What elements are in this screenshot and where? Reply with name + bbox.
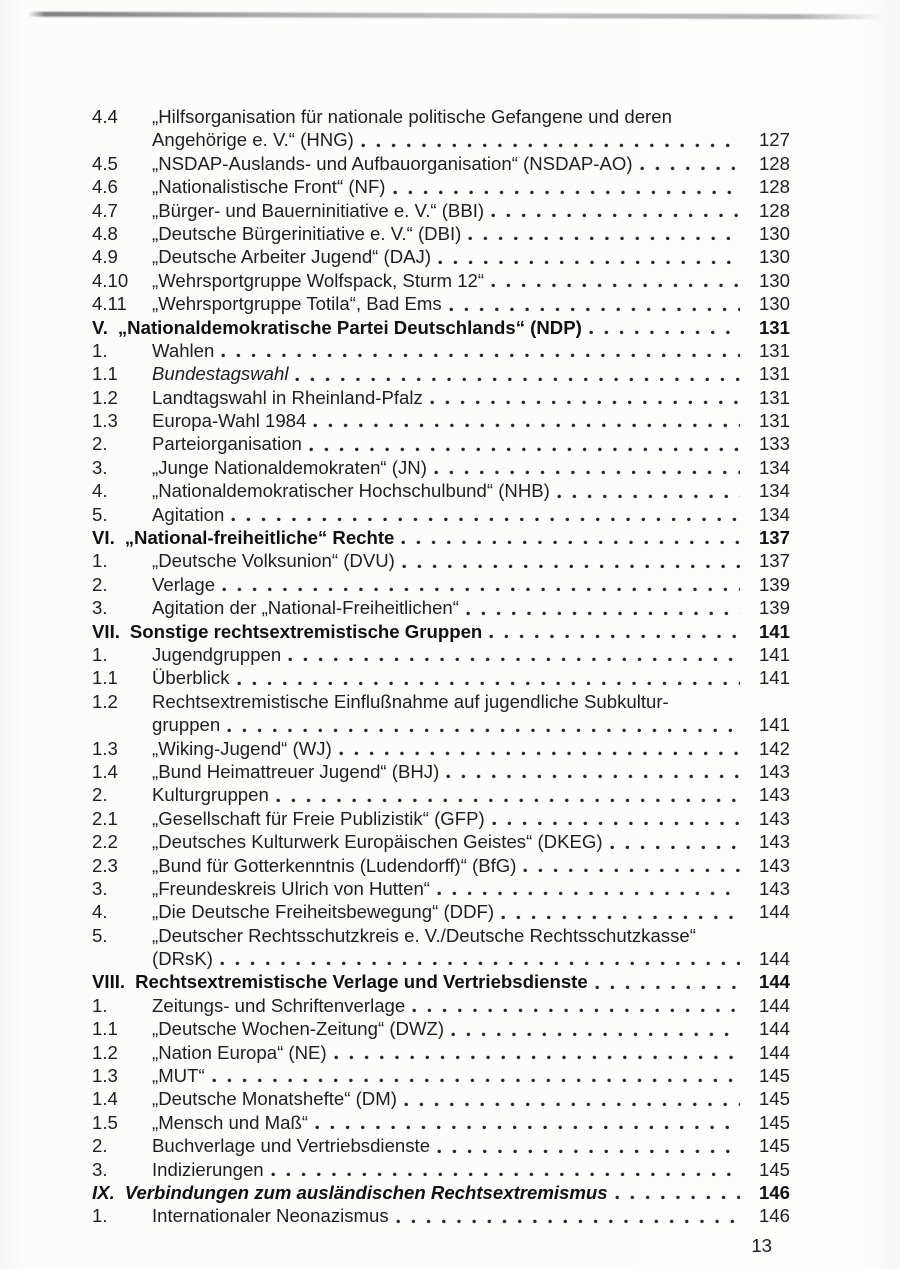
toc-row [92, 854, 790, 877]
toc-entry-number: VI. [92, 527, 115, 549]
toc-section-row [92, 1181, 790, 1204]
toc-entry-number: 3. [92, 1158, 108, 1180]
toc-entry-page: 133 [758, 433, 790, 455]
toc-entry-number: 4.9 [92, 246, 118, 268]
toc-entry-number: IX. [92, 1181, 115, 1203]
toc-entry-page: 131 [758, 363, 790, 385]
dot-leader [396, 1219, 740, 1224]
dot-leader [430, 400, 740, 405]
toc-entry-number: 4.4 [92, 106, 118, 127]
dot-leader [610, 845, 740, 850]
toc-entry-page: 131 [758, 339, 790, 361]
toc-entry-number: 2. [92, 784, 108, 806]
toc-row [92, 1111, 790, 1134]
toc-row [92, 128, 790, 151]
toc-row [92, 877, 790, 900]
toc-row [92, 643, 790, 666]
toc-entry-title: Indizierungen [152, 1158, 264, 1180]
dot-leader [589, 330, 740, 335]
toc-entry-title: „MUT“ [152, 1065, 205, 1087]
toc-entry-title: „Nation Europa“ (NE) [152, 1041, 327, 1063]
dot-leader [446, 774, 740, 779]
dot-leader [412, 1008, 740, 1013]
toc-entry-page: 145 [758, 1088, 790, 1110]
toc-entry-number: VIII. [92, 971, 126, 993]
toc-entry-number: 1. [92, 339, 108, 361]
toc-entry-page: 146 [758, 1181, 790, 1203]
toc-row [92, 900, 790, 923]
toc-row [92, 269, 790, 292]
toc-row [92, 737, 790, 760]
dot-leader [434, 470, 740, 475]
dot-leader [640, 166, 740, 171]
toc-entry-page: 145 [758, 1111, 790, 1133]
dot-leader [220, 961, 740, 966]
toc-entry-title: Verbindungen zum ausländischen Rechtsextremismus [124, 1181, 608, 1203]
toc-entry-page: 130 [758, 293, 790, 315]
toc-row [92, 222, 790, 245]
toc-entry-page: 143 [758, 831, 790, 853]
toc-entry-title: „Deutsches Kulturwerk Europäischen Geistes“ (DKEG) [152, 831, 603, 853]
toc-entry-page: 145 [758, 1065, 790, 1087]
toc-entry-title: Sonstige rechtsextremistische Gruppen [129, 620, 483, 642]
toc-row [92, 479, 790, 502]
dot-leader [231, 517, 740, 522]
scan-artifact-top-bar [28, 12, 884, 20]
toc-entry-number: 1.4 [92, 760, 118, 782]
toc-entry-page: 134 [758, 480, 790, 502]
toc-entry-number: 4.8 [92, 222, 118, 244]
toc-row [92, 245, 790, 268]
toc-row [92, 1158, 790, 1181]
toc-entry-page: 137 [758, 527, 790, 549]
toc-row [92, 807, 790, 830]
toc-entry-title: Überblick [152, 667, 230, 689]
toc-section-row [92, 526, 790, 549]
dot-leader [501, 915, 740, 920]
toc-entry-number: 3. [92, 877, 108, 899]
toc-entry-title: „Deutscher Rechtsschutzkreis e. V./Deutsche Rechtsschutzkasse“ [152, 924, 696, 946]
toc-entry-page: 128 [758, 176, 790, 198]
toc-entry-title: Parteiorganisation [152, 433, 302, 455]
toc-entry-title: „Freundeskreis Ulrich von Hutten“ [152, 877, 430, 899]
toc-entry-title: Europa-Wahl 1984 [152, 410, 307, 432]
toc-entry-number: 2. [92, 1135, 108, 1157]
toc-entry-page: 137 [758, 550, 790, 572]
toc-row [92, 503, 790, 526]
table-of-contents [92, 105, 790, 1228]
toc-row [92, 596, 790, 619]
dot-leader [276, 798, 740, 803]
toc-entry-number: 4.11 [92, 293, 127, 315]
toc-row [92, 1087, 790, 1110]
toc-row [92, 362, 790, 385]
toc-entry-page: 143 [758, 807, 790, 829]
dot-leader [361, 143, 740, 148]
dot-leader [402, 564, 740, 569]
dot-leader [449, 307, 740, 312]
toc-entry-number: 1.1 [92, 667, 118, 689]
toc-row [92, 1064, 790, 1087]
toc-row [92, 432, 790, 455]
dot-leader [393, 190, 740, 195]
toc-entry-title: „Wehrsportgruppe Wolfspack, Sturm 12“ [152, 269, 485, 291]
dot-leader [334, 1055, 740, 1060]
toc-row [92, 105, 790, 128]
toc-entry-number: 4.7 [92, 199, 118, 221]
toc-section-row [92, 316, 790, 339]
toc-entry-page: 128 [758, 199, 790, 221]
dot-leader [309, 447, 740, 452]
toc-entry-title: „Nationaldemokratischer Hochschulbund“ (NHB) [152, 480, 550, 502]
toc-entry-page: 130 [758, 222, 790, 244]
toc-entry-page: 143 [758, 877, 790, 899]
toc-entry-number: 1.3 [92, 1065, 118, 1087]
dot-leader [313, 423, 740, 428]
toc-entry-title: „Hilfsorganisation für nationale politische Gefangene und deren [152, 106, 672, 127]
toc-entry-page: 145 [758, 1135, 790, 1157]
dot-leader [404, 1102, 740, 1107]
dot-leader [615, 1195, 740, 1200]
toc-entry-page: 131 [758, 316, 790, 338]
toc-entry-page: 141 [758, 714, 790, 736]
toc-entry-number: 2.1 [92, 807, 118, 829]
toc-entry-title: „Bund für Gotterkenntnis (Ludendorff)“ (BfG) [152, 854, 517, 876]
toc-entry-number: 5. [92, 924, 108, 946]
toc-entry-number: 4. [92, 901, 108, 923]
toc-entry-title: Landtagswahl in Rheinland-Pfalz [152, 386, 423, 408]
toc-entry-number: 2. [92, 573, 108, 595]
toc-entry-page: 145 [758, 1158, 790, 1180]
toc-row [92, 339, 790, 362]
toc-entry-title: Agitation der „National-Freiheitlichen“ [152, 597, 459, 619]
toc-entry-title: „Mensch und Maß“ [152, 1111, 309, 1133]
dot-leader [437, 891, 740, 896]
toc-entry-title: Jugendgruppen [152, 643, 282, 665]
toc-row [92, 783, 790, 806]
toc-entry-title: (DRsK) [152, 948, 213, 970]
dot-leader [315, 1125, 740, 1130]
toc-entry-title: „Wehrsportgruppe Totila“, Bad Ems [152, 293, 442, 315]
dot-leader [288, 657, 740, 662]
toc-row [92, 456, 790, 479]
toc-row [92, 760, 790, 783]
toc-entry-page: 139 [758, 597, 790, 619]
toc-row [92, 666, 790, 689]
toc-entry-page: 131 [758, 386, 790, 408]
toc-entry-page: 141 [758, 667, 790, 689]
toc-entry-number: 1.2 [92, 1041, 118, 1063]
toc-entry-title: gruppen [152, 714, 221, 736]
toc-entry-page: 144 [758, 1018, 790, 1040]
toc-entry-number: 4. [92, 480, 108, 502]
toc-entry-number: 3. [92, 456, 108, 478]
dot-leader [557, 494, 740, 499]
toc-entry-title: Rechtsextremistische Verlage und Vertriebsdienste [135, 971, 588, 993]
toc-entry-title: „Nationaldemokratische Partei Deutschlands“ (NDP) [117, 316, 582, 338]
toc-entry-title: „Deutsche Arbeiter Jugend“ (DAJ) [152, 246, 432, 268]
toc-entry-page: 144 [758, 1041, 790, 1063]
toc-row [92, 1134, 790, 1157]
toc-entry-number: 5. [92, 503, 108, 525]
toc-row [92, 830, 790, 853]
toc-entry-title: „Bund Heimattreuer Jugend“ (BHJ) [152, 760, 440, 782]
dot-leader [466, 611, 740, 616]
toc-row [92, 386, 790, 409]
toc-entry-title: Bundestagswahl [152, 363, 289, 385]
toc-entry-number: 1. [92, 550, 108, 572]
toc-entry-title: Verlage [152, 573, 216, 595]
page-number: 13 [751, 1235, 772, 1256]
toc-row [92, 690, 790, 713]
toc-entry-number: 1.1 [92, 1018, 118, 1040]
dot-leader [595, 985, 740, 990]
dot-leader [491, 213, 740, 218]
dot-leader [438, 260, 740, 265]
toc-entry-number: 1.3 [92, 737, 118, 759]
toc-entry-title: „Bürger- und Bauerninitiative e. V.“ (BBI) [152, 199, 485, 221]
toc-entry-page: 143 [758, 784, 790, 806]
toc-entry-title: „Gesellschaft für Freie Publizistik“ (GFP) [152, 807, 485, 829]
toc-entry-page: 141 [758, 620, 790, 642]
toc-entry-title: „NSDAP-Auslands- und Aufbauorganisation“ (NSDAP-AO) [152, 152, 633, 174]
toc-entry-page: 143 [758, 760, 790, 782]
toc-entry-page: 143 [758, 854, 790, 876]
toc-row [92, 713, 790, 736]
dot-leader [237, 681, 741, 686]
dot-leader [227, 728, 740, 733]
toc-row [92, 175, 790, 198]
toc-row [92, 152, 790, 175]
toc-entry-number: 1.2 [92, 690, 118, 712]
toc-entry-page: 141 [758, 643, 790, 665]
toc-entry-title: „Wiking-Jugend“ (WJ) [152, 737, 332, 759]
toc-entry-title: „Deutsche Wochen-Zeitung“ (DWZ) [152, 1018, 445, 1040]
toc-entry-number: 1.4 [92, 1088, 118, 1110]
toc-entry-page: 144 [758, 971, 790, 993]
dot-leader [491, 283, 740, 288]
toc-entry-number: 1. [92, 643, 108, 665]
toc-entry-number: 3. [92, 597, 108, 619]
toc-entry-page: 144 [758, 994, 790, 1016]
toc-entry-title: „National-freiheitliche“ Rechte [124, 527, 395, 549]
toc-entry-number: 1. [92, 1205, 108, 1227]
toc-entry-page: 131 [758, 410, 790, 432]
toc-entry-page: 139 [758, 573, 790, 595]
dot-leader [523, 868, 740, 873]
toc-section-row [92, 970, 790, 993]
dot-leader [222, 587, 740, 592]
dot-leader [401, 540, 740, 545]
toc-entry-number: 1.2 [92, 386, 118, 408]
dot-leader [212, 1078, 740, 1083]
toc-row [92, 409, 790, 432]
toc-entry-number: 1. [92, 994, 108, 1016]
toc-entry-number: 1.1 [92, 363, 118, 385]
toc-entry-page: 144 [758, 948, 790, 970]
toc-entry-number: 1.3 [92, 410, 118, 432]
toc-entry-title: „Die Deutsche Freiheitsbewegung“ (DDF) [152, 901, 495, 923]
toc-entry-page: 130 [758, 269, 790, 291]
toc-entry-title: Angehörige e. V.“ (HNG) [152, 129, 354, 151]
toc-section-row [92, 620, 790, 643]
toc-entry-number: 4.6 [92, 176, 118, 198]
toc-entry-title: „Junge Nationaldemokraten“ (JN) [152, 456, 427, 478]
toc-entry-page: 127 [758, 129, 790, 151]
toc-entry-number: 2. [92, 433, 108, 455]
dot-leader [468, 236, 740, 241]
toc-entry-page: 146 [758, 1205, 790, 1227]
toc-entry-number: VII. [92, 620, 120, 642]
dot-leader [451, 1032, 740, 1037]
toc-row [92, 292, 790, 315]
toc-entry-number: 2.3 [92, 854, 118, 876]
toc-entry-title: „Deutsche Monatshefte“ (DM) [152, 1088, 397, 1110]
toc-entry-title: Rechtsextremistische Einflußnahme auf jugendliche Subkultur- [152, 690, 669, 712]
toc-entry-number: 1.5 [92, 1111, 118, 1133]
dot-leader [437, 1149, 740, 1154]
dot-leader [271, 1172, 740, 1177]
toc-row [92, 549, 790, 572]
toc-entry-title: Agitation [152, 503, 225, 525]
toc-entry-title: Zeitungs- und Schriftenverlage [152, 994, 406, 1016]
toc-row [92, 994, 790, 1017]
toc-entry-title: „Nationalistische Front“ (NF) [152, 176, 386, 198]
toc-entry-page: 130 [758, 246, 790, 268]
toc-row [92, 1204, 790, 1227]
toc-entry-page: 144 [758, 901, 790, 923]
toc-entry-title: Buchverlage und Vertriebsdienste [152, 1135, 431, 1157]
dot-leader [295, 377, 740, 382]
toc-entry-title: „Deutsche Volksunion“ (DVU) [152, 550, 395, 572]
toc-entry-number: 4.5 [92, 152, 118, 174]
toc-row [92, 947, 790, 970]
toc-entry-page: 134 [758, 503, 790, 525]
toc-row [92, 1041, 790, 1064]
toc-entry-title: Internationaler Neonazismus [152, 1205, 389, 1227]
toc-entry-title: Wahlen [152, 339, 215, 361]
toc-entry-number: 4.10 [92, 269, 129, 291]
dot-leader [489, 634, 740, 639]
toc-entry-title: Kulturgruppen [152, 784, 269, 806]
dot-leader [339, 751, 740, 756]
dot-leader [492, 821, 740, 826]
toc-row [92, 199, 790, 222]
toc-row [92, 573, 790, 596]
dot-leader [221, 353, 740, 358]
toc-row [92, 924, 790, 947]
toc-entry-page: 134 [758, 456, 790, 478]
toc-entry-title: „Deutsche Bürgerinitiative e. V.“ (DBI) [152, 222, 462, 244]
toc-entry-page: 128 [758, 152, 790, 174]
toc-entry-page: 142 [758, 737, 790, 759]
toc-entry-number: V. [92, 316, 108, 338]
toc-entry-number: 2.2 [92, 831, 118, 853]
toc-row [92, 1017, 790, 1040]
